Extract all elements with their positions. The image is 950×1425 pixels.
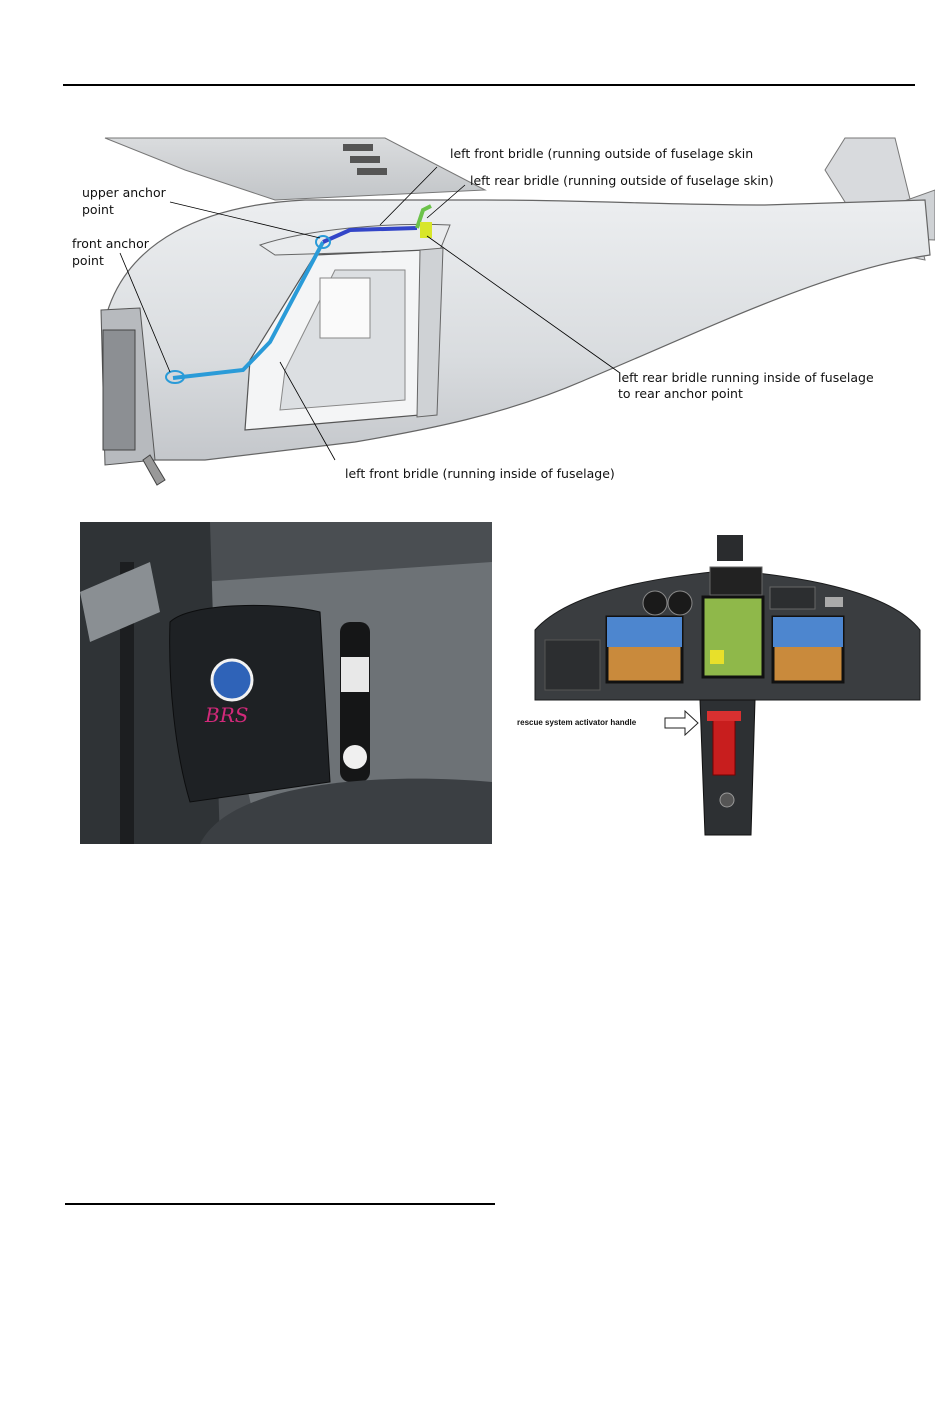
console-knob — [720, 793, 734, 807]
label-upper-anchor-1: upper anchor — [82, 185, 166, 200]
canister-label — [341, 657, 369, 692]
gauge-2 — [668, 591, 692, 615]
fuselage-bridle-diagram — [65, 130, 935, 500]
label-front-anchor-1: front anchor — [72, 236, 149, 251]
map-marker — [710, 650, 724, 664]
rescue-handle — [713, 715, 735, 775]
rescue-bag — [170, 605, 330, 802]
label-front-bridle-inside: left front bridle (running inside of fuselage) — [345, 466, 615, 481]
handle-arrow — [665, 711, 698, 735]
map-display — [703, 597, 763, 677]
label-front-bridle-outside: left front bridle (running outside of fuselage skin — [450, 146, 754, 161]
right-display-sky — [773, 617, 843, 647]
brs-logo — [212, 660, 252, 700]
footer-rule — [65, 1203, 495, 1205]
canister-sticker — [343, 745, 367, 769]
brs-container-photo — [80, 522, 492, 844]
spinner — [103, 330, 135, 450]
left-switch-panel — [545, 640, 600, 690]
label-rear-bridle-outside: left rear bridle (running outside of fuselage skin) — [470, 173, 774, 188]
mirror-box — [717, 535, 743, 561]
header-rule — [63, 84, 915, 86]
right-slot-box — [825, 597, 843, 607]
center-display-top — [710, 567, 762, 595]
instrument-panel-diagram — [515, 525, 935, 837]
rear-bridle-marker — [420, 222, 432, 238]
label-rear-bridle-inside-1: left rear bridle running inside of fuselage — [618, 370, 874, 385]
right-aux-box — [770, 587, 815, 609]
gauge-1 — [643, 591, 667, 615]
left-display-sky — [607, 617, 682, 647]
fuselage-body — [105, 200, 930, 460]
label-rear-bridle-inside-2: to rear anchor point — [618, 386, 743, 401]
label-upper-anchor-2: point — [82, 202, 114, 217]
window-cutout — [320, 278, 370, 338]
brs-logo-text: BRS — [205, 703, 249, 727]
rescue-handle-top — [707, 711, 741, 721]
handle-label: rescue system activator handle — [517, 718, 637, 727]
label-front-anchor-2: point — [72, 253, 104, 268]
